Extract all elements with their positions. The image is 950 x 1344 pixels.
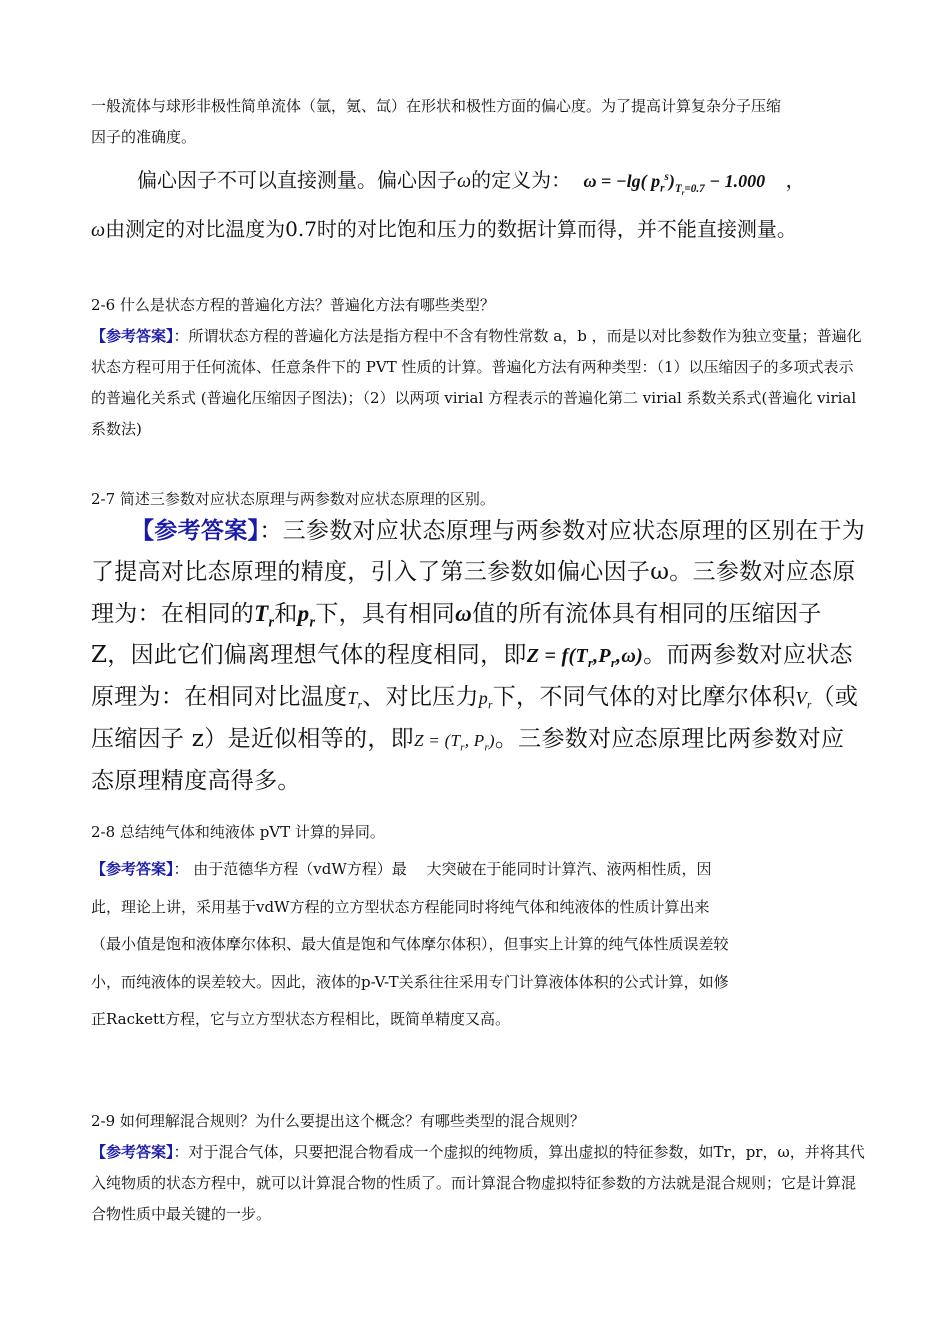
question-2-8	[91, 817, 866, 848]
Vr-symbol: $V_r$	[795, 688, 812, 712]
question-text: 2-8 总结纯气体和纯液体 pVT 计算的异同。	[91, 823, 385, 841]
acentric-definition-line-2: ω由测定的对比温度为0.7时的对比饱和压力的数据计算而得，并不能直接测量。	[91, 217, 797, 241]
intro-paragraph	[91, 91, 866, 153]
acentric-formula: ω = −lg( $p_r^s)_{T_r=0.7} - 1.000$	[583, 171, 766, 197]
two-param-formula: $Z = (T_r$, $P_r$)	[413, 731, 495, 754]
acentric-definition-line: 偏心因子不可以直接测量。偏心因子ω的定义为： ω = −lg( $p_r^s)_{T_r=0.7} - 1.000$ ，	[137, 168, 806, 197]
intro-line-1: 一般流体与球形非极性简单流体（氩，氪、氙）在形状和极性方面的偏心度。为了提高计算复杂分子压缩	[91, 97, 782, 115]
question-2-6	[91, 290, 866, 445]
omega-symbol: ω	[457, 170, 472, 192]
Tr-symbol: $T_r$	[254, 601, 275, 631]
answer-label: 【参考答案】	[91, 860, 174, 878]
question-text: 2-6 什么是状态方程的普遍化方法？普遍化方法有哪些类型？	[91, 296, 495, 314]
answer-label: 【参考答案】	[91, 1143, 174, 1161]
question-text: 2-7 简述三参数对应状态原理与两参数对应状态原理的区别。	[91, 490, 495, 508]
answer-label: 【参考答案】	[91, 327, 174, 345]
answer-2-7: 【参考答案】：三参数对应状态原理与两参数对应状态原理的区别在于为了提高对比态原理的精度，引入了第三参数如偏心因子ω。三参数对应态原理为：在相同的$T_r$和$p_r$下，具有相同ω值的所有流体具有相同的压缩因子 Z，因此它们偏离理想气体的程度相同，即$Z = f(T_r,P_r,\omega)$。而两参数对应状态原理为：在相同对比温度$T_r$、对比压力$p_r$下，不同气体的对比摩尔体积$V_r$（或压缩因子 z）是近似相等的，即$Z = (T_r$, $P_r$)。三参数对应态原理比两参数对应态原理精度高得多。	[91, 517, 866, 794]
pr-symbol-2: $p_r$	[478, 688, 493, 712]
question-2-9	[91, 1106, 866, 1230]
answer-text: 【参考答案】：对于混合气体，只要把混合物看成一个虚拟的纯物质，算出虚拟的特征参数，如Tr，pr，ω，并将其代入纯物质的状态方程中，就可以计算混合物的性质了。而计算混合物虚拟特征参数的方法就是混合规则；它是计算混合物性质中最关键的一步。	[91, 1143, 865, 1223]
answer-text: 【参考答案】：所谓状态方程的普遍化方法是指方程中不含有物性常数 a，b ，而是以对比参数作为独立变量；普遍化状态方程可用于任何流体、任意条件下的 PVT 性质的计算。普遍化方法有两种类型：（1）以压缩因子的多项式表示的普遍化关系式 (普遍化压缩因子图法)；（2）以两项 virial 方程表示的普遍化第二 virial 系数关系式(普遍化 virial 系数法)	[91, 327, 862, 438]
question-text: 2-9 如何理解混合规则？为什么要提出这个概念？有哪些类型的混合规则？	[91, 1112, 585, 1130]
intro-line-2: 因子的准确度。	[91, 128, 197, 146]
Tr-symbol-2: $T_r$	[347, 688, 363, 712]
acentric-definition	[91, 158, 866, 252]
answer-2-8: 【参考答案】： 由于范德华方程（vdW方程）最 大突破在于能同时计算汽、液两相性质，因此，理论上讲，采用基于vdW方程的立方型状态方程能同时将纯气体和纯液体的性质计算出来（最小值是饱和液体摩尔体积、最大值是饱和气体摩尔体积），但事实上计算的纯气体性质误差较小，而纯液体的误差较大。因此，液体的p-V-T关系往往采用专门计算液体体积的公式计算，如修正Rackett方程，它与立方型状态方程相比，既简单精度又高。	[91, 860, 729, 1028]
three-param-formula: $Z = f(T_r,P_r,\omega)$	[526, 645, 644, 670]
pr-symbol: $p_r$	[297, 601, 316, 631]
answer-label: 【参考答案】	[131, 517, 260, 544]
